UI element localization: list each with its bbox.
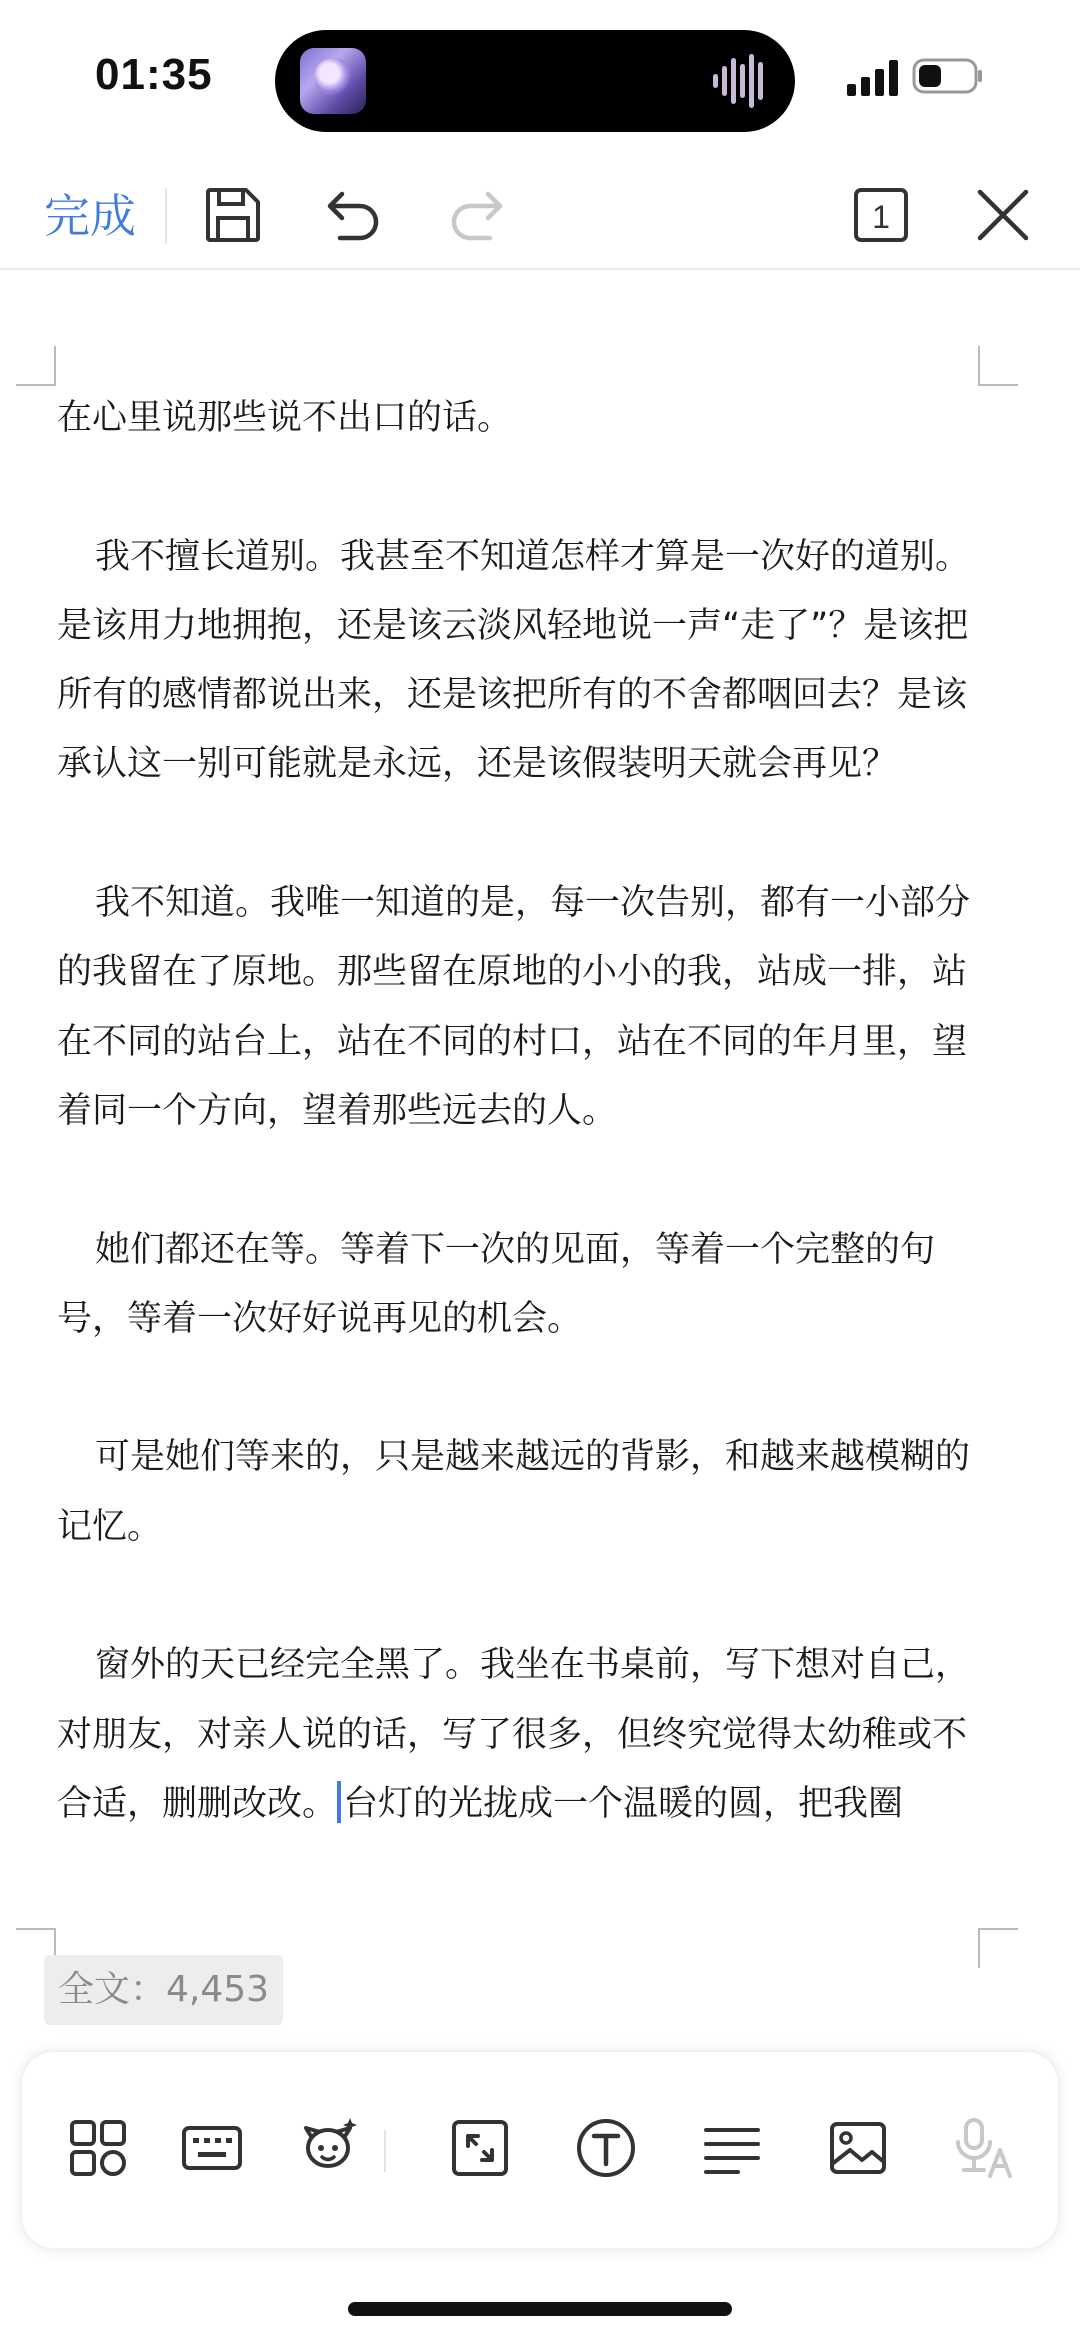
- audio-waveform-icon: [711, 50, 771, 112]
- page-margin-corner: [16, 346, 56, 386]
- now-playing-artwork-icon: [300, 48, 366, 114]
- voice-input-icon[interactable]: [950, 2114, 1018, 2182]
- page-margin-corner: [978, 346, 1018, 386]
- redo-icon: [442, 182, 508, 248]
- ai-assistant-icon[interactable]: [294, 2114, 362, 2182]
- document-body[interactable]: [57, 384, 987, 1839]
- paragraph-before-cursor[interactable]: 窗外的天已经完全黑了。我坐在书桌前，写下想对自己，对朋友，对亲人说的话，写了很多，但终究觉得太幼稚或不合适，删删改改。: [57, 1645, 971, 1824]
- home-indicator[interactable]: [348, 2302, 732, 2316]
- undo-icon[interactable]: [322, 182, 388, 248]
- fullscreen-icon[interactable]: [446, 2114, 514, 2182]
- paragraph-with-cursor[interactable]: [57, 1631, 987, 1839]
- battery-icon: [912, 58, 984, 94]
- apps-grid-icon[interactable]: [64, 2114, 132, 2182]
- done-button[interactable]: 完成: [44, 189, 136, 243]
- paragraph-after-cursor[interactable]: 台灯的光拢成一个温暖的圆，把我圈: [343, 1783, 904, 1824]
- close-icon[interactable]: [970, 182, 1036, 248]
- paragraph[interactable]: 她们都还在等。等着下一次的见面，等着一个完整的句号，等着一次好好说再见的机会。: [57, 1229, 936, 1339]
- editor-toolbar: [0, 160, 1080, 270]
- paragraph-align-icon[interactable]: [698, 2114, 766, 2182]
- cellular-signal-icon: [845, 58, 901, 98]
- document-page[interactable]: [0, 270, 1080, 2010]
- paragraph[interactable]: 我不擅长道别。我甚至不知道怎样才算是一次好的道别。是该用力地拥抱，还是该云淡风轻地说一声“走了”？是该把所有的感情都说出来，还是该把所有的不舍都咽回去？是该承认这一别可能就是永远，还是该假装明天就会再见？: [57, 536, 971, 785]
- save-icon[interactable]: [200, 182, 266, 248]
- insert-image-icon[interactable]: [824, 2114, 892, 2182]
- status-bar: [0, 0, 1080, 160]
- bottom-tool-panel: [22, 2052, 1058, 2248]
- text-style-icon[interactable]: [572, 2114, 640, 2182]
- toolbar-divider: [165, 188, 167, 244]
- dynamic-island[interactable]: [275, 30, 795, 132]
- text-cursor: [337, 1781, 341, 1823]
- page-count-button[interactable]: [848, 182, 914, 248]
- word-count-badge[interactable]: 全文：4,453: [44, 1955, 283, 2025]
- paragraph[interactable]: 我不知道。我唯一知道的是，每一次告别，都有一小部分的我留在了原地。那些留在原地的小小的我，站成一排，站在不同的站台上，站在不同的村口，站在不同的年月里，望着同一个方向，望着那些远去的人。: [57, 883, 971, 1131]
- paragraph[interactable]: 在心里说那些说不出口的话。: [57, 398, 513, 438]
- tool-panel-divider: [384, 2130, 386, 2172]
- keyboard-icon[interactable]: [178, 2114, 246, 2182]
- paragraph[interactable]: 可是她们等来的，只是越来越远的背影，和越来越模糊的记忆。: [57, 1437, 971, 1547]
- page-margin-corner: [978, 1928, 1018, 1968]
- page-count-label: 1: [872, 199, 890, 235]
- status-time: 01:35: [95, 50, 213, 99]
